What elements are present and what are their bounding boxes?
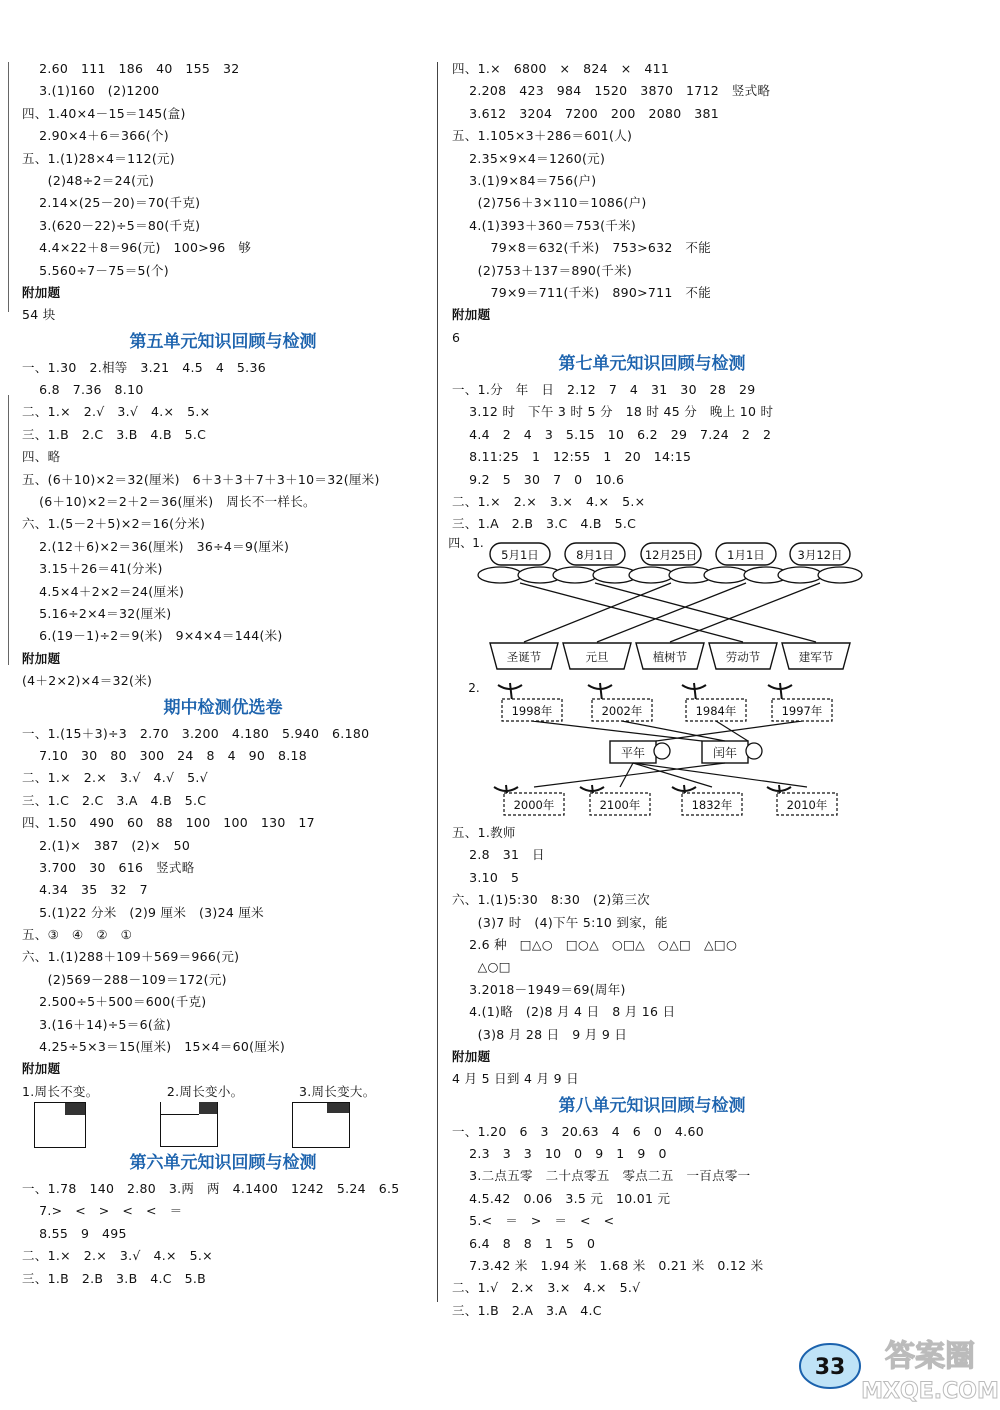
answer-line: 四、1.40×4－15＝145(盒) <box>22 105 186 121</box>
year-label: 2010年 <box>786 798 828 812</box>
page-number: 33 <box>814 1355 846 1380</box>
column-divider <box>437 62 438 1302</box>
answer-line: 4.25÷5×3＝15(厘米) 15×4＝60(厘米) <box>22 1039 286 1055</box>
answer-line: 3.(1)160 (2)1200 <box>22 83 160 99</box>
answer-line: 四、1.50 490 60 88 100 100 130 17 <box>22 815 315 831</box>
year-label: 1984年 <box>695 704 737 718</box>
answer-line: 2.14×(25－20)＝70(千克) <box>22 195 201 211</box>
flower-label: 8月1日 <box>576 548 614 562</box>
flower-label: 3月12日 <box>797 548 843 562</box>
match-line <box>595 583 816 642</box>
answer-line: 五、③ ④ ② ① <box>22 927 133 943</box>
answer-line: 8.55 9 495 <box>22 1225 127 1241</box>
leaf-shape <box>478 567 522 583</box>
answer-line: 附加题 <box>22 1061 61 1077</box>
answer-line: 4.(1)略 (2)8 月 4 日 8 月 16 日 <box>452 1004 676 1020</box>
answer-line: (2)756＋3×110＝1086(户) <box>452 195 647 211</box>
answer-line: 4.5×4＋2×2＝24(厘米) <box>22 583 185 599</box>
flower-icon <box>746 743 762 759</box>
leaf-shape <box>553 567 597 583</box>
answer-line: (3)7 时 (4)下午 5:10 到家，能 <box>452 914 668 930</box>
year-label: 1997年 <box>781 704 823 718</box>
square-figure-1 <box>34 1102 86 1148</box>
answer-line: (2)753＋137＝890(千米) <box>452 262 633 278</box>
answer-line: 三、1.B 2.B 3.B 4.C 5.B <box>22 1270 207 1286</box>
leaf-shape <box>629 567 673 583</box>
answer-line: (2)569－288－109＝172(元) <box>22 971 227 987</box>
answer-line: 3.2018－1949＝69(周年) <box>452 981 626 997</box>
answer-line: 2.6 种 □△○ □○△ ○□△ ○△□ △□○ <box>452 936 738 952</box>
leaf-shape <box>818 567 862 583</box>
answer-line: 一、1.(15＋3)÷3 2.70 3.200 4.180 5.940 6.180 <box>22 725 370 741</box>
answer-line: 3.10 5 <box>452 869 520 885</box>
answer-line: 3.612 3204 7200 200 2080 381 <box>452 105 720 121</box>
answer-line: 79×8＝632(千米) 753>632 不能 <box>452 240 712 256</box>
answer-line: 9.2 5 30 7 0 10.6 <box>452 471 625 487</box>
question-label: 2. <box>468 681 480 695</box>
answer-line: 2.60 111 186 40 155 32 <box>22 61 240 76</box>
answer-line: 六、1.(1)5:30 8:30 (2)第三次 <box>452 892 650 908</box>
answer-line: 4.5.42 0.06 3.5 元 10.01 元 <box>452 1190 671 1206</box>
leaf-shape <box>778 567 822 583</box>
answer-line: 5.560÷7－75＝5(个) <box>22 262 169 278</box>
match-line <box>534 763 725 787</box>
year-label: 1998年 <box>511 704 553 718</box>
answer-line: 二、1.√ 2.× 3.× 4.× 5.√ <box>452 1280 641 1296</box>
answer-line: 8.11:25 1 12:55 1 20 14:15 <box>452 449 692 465</box>
flower-label: 12月25日 <box>644 548 698 562</box>
year-label: 1832年 <box>691 798 733 812</box>
answer-line: 六、1.(1)288＋109＋569＝966(元) <box>22 949 240 965</box>
answer-line: 三、1.A 2.B 3.C 4.B 5.C <box>452 516 637 532</box>
answer-line: 2.8 31 日 <box>452 847 545 863</box>
answer-line: 7.10 30 80 300 24 8 4 90 8.18 <box>22 747 308 763</box>
answer-line: △○□ <box>452 959 511 975</box>
bowl-label: 建军节 <box>798 650 834 664</box>
bowl-label: 元旦 <box>585 650 609 664</box>
section-heading: 第八单元知识回顾与检测 <box>558 1095 746 1116</box>
watermark-logo: 答案圈 <box>885 1339 975 1374</box>
answer-line: 6.4 8 8 1 5 0 <box>452 1235 596 1251</box>
flower-label: 1月1日 <box>727 548 765 562</box>
answer-line: 附加题 <box>22 650 61 666</box>
right-column <box>452 58 852 536</box>
dragonfly-body <box>510 683 512 701</box>
answer-line: (6＋10)×2＝2＋2＝36(厘米) 周长不一样长。 <box>22 494 316 510</box>
year-label: 2002年 <box>601 704 643 718</box>
leap-year-label: 闰年 <box>712 746 738 760</box>
square-figure-3 <box>292 1102 350 1148</box>
section-heading: 第七单元知识回顾与检测 <box>558 354 746 375</box>
dragonfly-body <box>780 683 782 701</box>
answer-line: 54 块 <box>22 307 56 323</box>
answer-line: 三、1.B 2.C 3.B 4.B 5.C <box>22 426 207 442</box>
answer-line: 五、1.教师 <box>452 825 516 840</box>
answer-line: 3.700 30 616 竖式略 <box>22 859 195 875</box>
answer-line: 二、1.× 2.× 3.√ 4.√ 5.√ <box>22 770 208 786</box>
answer-line: (4＋2×2)×4＝32(米) <box>22 673 153 689</box>
answer-line: (2)48÷2＝24(元) <box>22 172 155 188</box>
question-label: 四、1. <box>448 536 484 550</box>
answer-line: 7.3.42 米 1.94 米 1.68 米 0.21 米 0.12 米 <box>452 1258 764 1274</box>
answer-line: 6.8 7.36 8.10 <box>22 382 144 398</box>
right-column-lower <box>452 822 852 1322</box>
answer-line: 4 月 5 日到 4 月 9 日 <box>452 1071 579 1087</box>
answer-line: 附加题 <box>22 284 61 300</box>
answer-line: 4.4 2 4 3 5.15 10 6.2 29 7.24 2 2 <box>452 426 772 442</box>
section-heading: 期中检测优选卷 <box>163 697 283 718</box>
answer-line: 五、1.105×3＋286＝601(人) <box>452 128 633 144</box>
answer-line: 五、(6＋10)×2＝32(厘米) 6＋3＋3＋7＋3＋10＝32(厘米) <box>22 471 380 487</box>
match-line <box>633 763 807 787</box>
answer-line: 2.(12＋6)×2＝36(厘米) 36÷4＝9(厘米) <box>22 538 290 554</box>
section-heading: 第五单元知识回顾与检测 <box>129 331 317 352</box>
answer-line: 五、1.(1)28×4＝112(元) <box>22 150 175 166</box>
match-line <box>524 583 671 642</box>
answer-line: 5.< ＝ > ＝ < < <box>452 1213 615 1229</box>
answer-line: 2.35×9×4＝1260(元) <box>452 150 606 166</box>
answer-line: 4.(1)393＋360＝753(千米) <box>452 217 637 233</box>
bowl-label: 圣诞节 <box>506 650 542 664</box>
answer-line: (3)8 月 28 日 9 月 9 日 <box>452 1026 628 1042</box>
year-label: 2000年 <box>513 798 555 812</box>
answer-line: 2.500÷5＋500＝600(千克) <box>22 994 207 1010</box>
answer-line: 3.(1)9×84＝756(户) <box>452 172 597 188</box>
answer-line: 四、1.× 6800 × 824 × 411 <box>452 61 670 76</box>
match-line <box>656 721 802 741</box>
answer-line: 6 <box>452 329 461 345</box>
page-edge-line <box>8 62 9 312</box>
answer-line: 3.12 时 下午 3 时 5 分 18 时 45 分 晚上 10 时 <box>452 404 774 420</box>
bowl-label: 劳动节 <box>725 650 761 664</box>
page-edge-line <box>8 395 9 665</box>
answer-line: 附加题 <box>452 1048 491 1064</box>
answer-line: 4.34 35 32 7 <box>22 882 148 898</box>
answer-line: 2.(1)× 387 (2)× 50 <box>22 837 191 853</box>
answer-line: 5.16÷2×4＝32(厘米) <box>22 605 172 621</box>
answer-line: 2.3 3 3 10 0 9 1 9 0 <box>452 1146 667 1162</box>
section-heading: 第六单元知识回顾与检测 <box>129 1152 317 1173</box>
answer-line: 3.(620－22)÷5＝80(千克) <box>22 217 201 233</box>
dragonfly-body <box>600 683 602 701</box>
answer-line: 六、1.(5－2＋5)×2＝16(分米) <box>22 516 206 532</box>
answer-line: 附加题 <box>452 307 491 323</box>
answer-line: 一、1.分 年 日 2.12 7 4 31 30 28 29 <box>452 382 756 398</box>
answer-line: 3.15＋26＝41(分米) <box>22 561 163 577</box>
answer-line: 2.90×4＋6＝366(个) <box>22 128 169 144</box>
perimeter-figures <box>20 1102 410 1148</box>
leaf-shape <box>704 567 748 583</box>
answer-line: 二、1.× 2.√ 3.√ 4.× 5.× <box>22 404 211 420</box>
answer-line: 5.(1)22 分米 (2)9 厘米 (3)24 厘米 <box>22 904 264 920</box>
match-line <box>670 583 820 642</box>
square-figure-2 <box>160 1102 218 1147</box>
answer-line: 6.(19－1)÷2＝9(米) 9×4×4＝144(米) <box>22 628 283 644</box>
answer-line: 一、1.20 6 3 20.63 4 6 0 4.60 <box>452 1123 704 1139</box>
flower-icon <box>654 743 670 759</box>
common-year-label: 平年 <box>620 746 646 760</box>
answer-line: 4.4×22＋8＝96(元) 100>96 够 <box>22 240 252 256</box>
matching-diagram-svg <box>448 535 852 825</box>
bowl-label: 植树节 <box>652 650 688 664</box>
answer-line: 2.208 423 984 1520 3870 1712 竖式略 <box>452 83 771 99</box>
answer-line: 四、略 <box>22 449 61 465</box>
matching-diagram <box>448 535 852 825</box>
answer-line: 3.二点五零 二十点零五 零点二五 一百点零一 <box>452 1168 751 1184</box>
flower-label: 5月1日 <box>501 548 539 562</box>
answer-line: 三、1.B 2.A 3.A 4.C <box>452 1302 602 1318</box>
answer-line: 一、1.78 140 2.80 3.两 两 4.1400 1242 5.24 6.5 <box>22 1180 400 1196</box>
answer-line: 7.> < > < < ＝ <box>22 1203 183 1219</box>
page-number-badge <box>790 1318 1000 1406</box>
answer-line: 二、1.× 2.× 3.× 4.× 5.× <box>452 494 646 510</box>
watermark-text: MXQE.COM <box>861 1379 999 1404</box>
match-line <box>520 583 743 642</box>
answer-line: 三、1.C 2.C 3.A 4.B 5.C <box>22 792 207 808</box>
dragonfly-body <box>694 683 696 701</box>
answer-line: 二、1.× 2.× 3.√ 4.× 5.× <box>22 1248 213 1264</box>
answer-line: 79×9＝711(千米) 890>711 不能 <box>452 284 712 300</box>
answer-line: 一、1.30 2.相等 3.21 4.5 4 5.36 <box>22 359 266 375</box>
match-line <box>597 583 746 642</box>
answer-line: 3.(16＋14)÷5＝6(盆) <box>22 1016 172 1032</box>
answer-line: 1.周长不变。 2.周长变小。 3.周长变大。 <box>22 1083 376 1099</box>
year-label: 2100年 <box>599 798 641 812</box>
